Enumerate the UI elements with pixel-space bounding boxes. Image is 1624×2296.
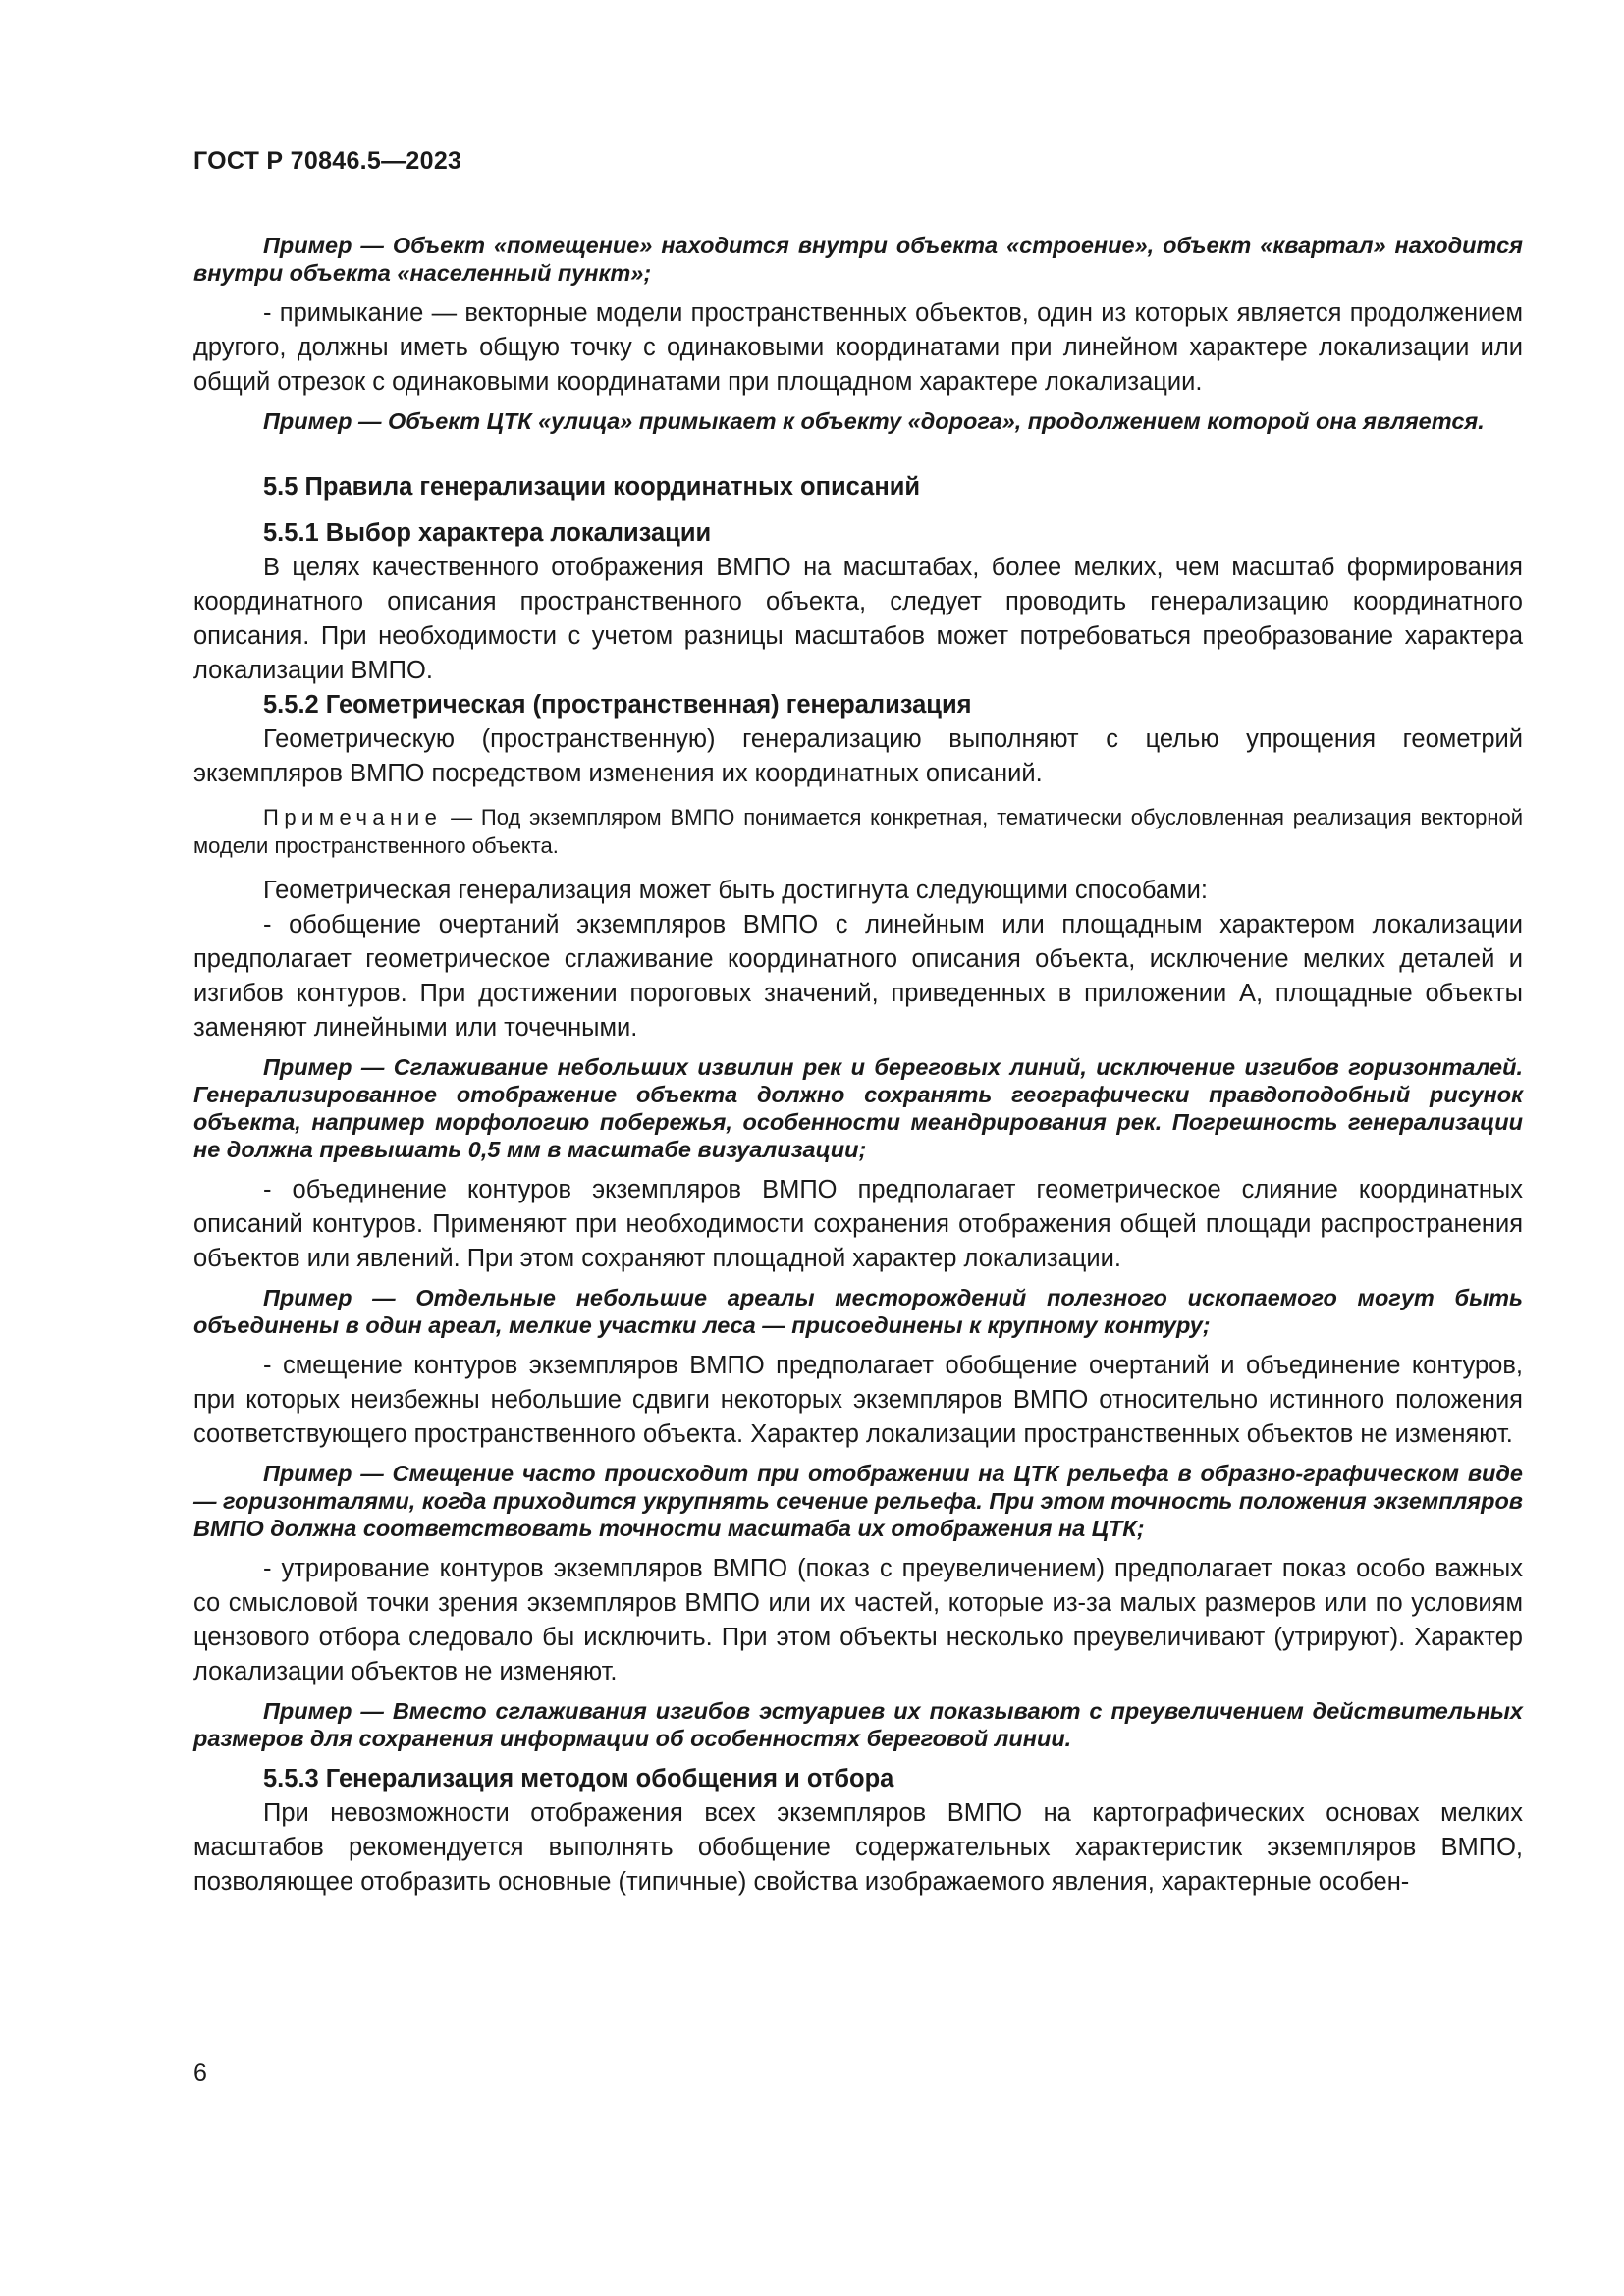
page-number: 6 bbox=[193, 2059, 207, 2087]
paragraph-methods-intro: Геометрическая генерализация может быть достигнута следующими способами: bbox=[263, 877, 1208, 904]
paragraph-5-5-1: В целях качественного отображения ВМПО на масштабах, более мелких, чем масштаб формирования координатного описания пространственного объекта, следует проводить генерализацию координатного описания. При необходимости с учетом разницы масштабов может потребоваться преобразование характера локализации ВМПО. bbox=[193, 554, 1523, 684]
note-text: — Под экземпляром ВМПО понимается конкретная, тематически обусловленная реализация векторной модели пространственного объекта. bbox=[193, 805, 1523, 858]
paragraph-exaggeration: - утрирование контуров экземпляров ВМПО (показ с преувеличением) предполагает показ особо важных со смысловой точки зрения экземпляров ВМПО или их частей, которые из-за малых размеров или по условиям цензового отбора следовало бы исключить. При этом объекты несколько преувеличивают (утрируют). Характер локализации объектов не изменяют. bbox=[193, 1555, 1523, 1685]
example-displacement: Пример — Смещение часто происходит при отображении на ЦТК рельефа в образно-графическом виде — горизонталями, когда приходится укрупнять сечение рельефа. При этом точность положения экземпляров ВМПО должна соответствовать точности масштаба их отображения на ЦТК; bbox=[193, 1461, 1523, 1541]
example-areal-merging: Пример — Отдельные небольшие ареалы месторождений полезного ископаемого могут быть объединены в один ареал, мелкие участки леса — присоединены к крупному контуру; bbox=[193, 1285, 1523, 1338]
subsection-heading-5-5-1: 5.5.1 Выбор характера локализации bbox=[263, 519, 712, 547]
example-smoothing: Пример — Сглаживание небольших извилин рек и береговых линий, исключение изгибов горизонталей. Генерализированное отображение объекта должно сохранять географически правдоподобный рисунок объекта, например морфологию побережья, особенности меандрирования рек. Погрешность генерализации не должна превышать 0,5 мм в масштабе визуализации; bbox=[193, 1054, 1523, 1162]
subsection-heading-5-5-2: 5.5.2 Геометрическая (пространственная) генерализация bbox=[263, 691, 972, 719]
paragraph-contour-merging: - объединение контуров экземпляров ВМПО предполагает геометрическое слияние координатных описаний контуров. Применяют при необходимости сохранения отображения общей площади распространения объектов или явлений. При этом сохраняют площадной характер локализации. bbox=[193, 1176, 1523, 1272]
document-body bbox=[193, 224, 1523, 1899]
note-label: Примечание bbox=[263, 805, 443, 829]
note-block bbox=[193, 803, 1523, 860]
document-header: ГОСТ Р 70846.5—2023 bbox=[193, 147, 462, 175]
paragraph-outline-generalization: - обобщение очертаний экземпляров ВМПО с линейным или площадным характером локализации предполагает геометрическое сглаживание координатного описания объекта, исключение мелких деталей и изгибов контуров. При достижении пороговых значений, приведенных в приложении А, площадные объекты заменяют линейными или точечными. bbox=[193, 911, 1523, 1041]
section-heading-5-5: 5.5 Правила генерализации координатных описаний bbox=[263, 473, 921, 501]
paragraph-adjacency: - примыкание — векторные модели пространственных объектов, один из которых является продолжением другого, должны иметь общую точку с одинаковыми координатами при линейном характере локализации или общий отрезок с одинаковыми координатами при площадном характере локализации. bbox=[193, 299, 1523, 396]
example-street-road: Пример — Объект ЦТК «улица» примыкает к объекту «дорога», продолжением которой она является. bbox=[263, 408, 1485, 434]
paragraph-5-5-2: Геометрическую (пространственную) генерализацию выполняют с целью упрощения геометрий экземпляров ВМПО посредством изменения их координатных описаний. bbox=[193, 725, 1523, 787]
paragraph-contour-displacement: - смещение контуров экземпляров ВМПО предполагает обобщение очертаний и объединение контуров, при которых неизбежны небольшие сдвиги некоторых экземпляров ВМПО относительно истинного положения соответствующего пространственного объекта. Характер локализации пространственных объектов не изменяют. bbox=[193, 1352, 1523, 1448]
example-estuaries: Пример — Вместо сглаживания изгибов эстуариев их показывают с преувеличением действительных размеров для сохранения информации об особенностях береговой линии. bbox=[193, 1698, 1523, 1751]
subsection-heading-5-5-3: 5.5.3 Генерализация методом обобщения и отбора bbox=[263, 1765, 894, 1792]
example-helper-1: Пример — Объект «помещение» находится внутри объекта «строение», объект «квартал» находится внутри объекта «населенный пункт»; bbox=[193, 233, 1523, 286]
paragraph-5-5-3: При невозможности отображения всех экземпляров ВМПО на картографических основах мелких масштабов рекомендуется выполнять обобщение содержательных характеристик экземпляров ВМПО, позволяющее отобразить основные (типичные) свойства изображаемого явления, характерные особен- bbox=[193, 1799, 1523, 1896]
